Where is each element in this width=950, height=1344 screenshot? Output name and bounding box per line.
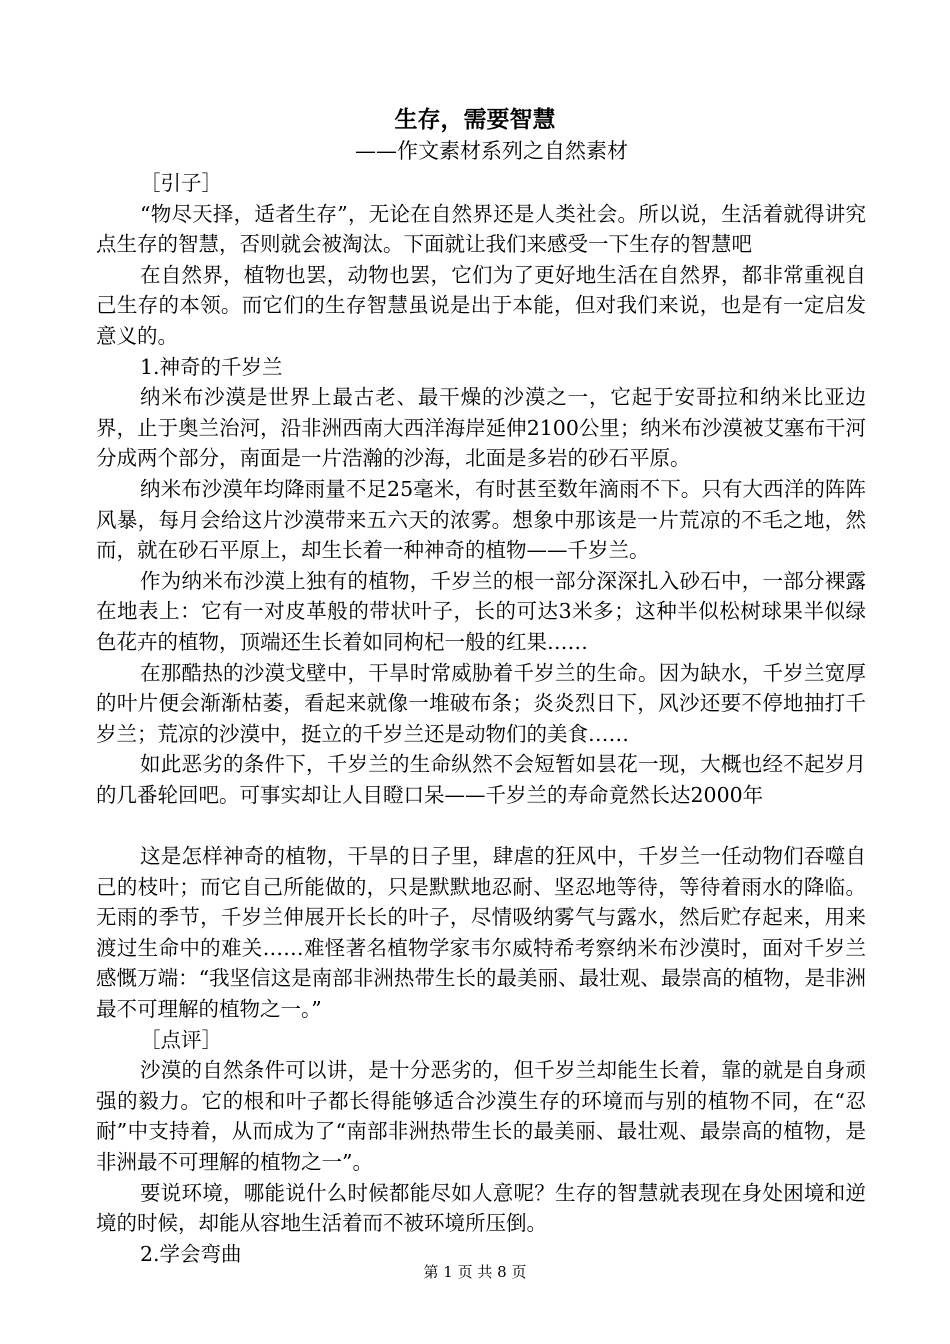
paragraph: 要说环境，哪能说什么时候都能尽如人意呢？生存的智慧就表现在身处困境和逆境的时候，却能从容地生活着而不被环境所压倒。 [96,1180,866,1236]
paragraph: 在自然界，植物也罢，动物也罢，它们为了更好地生活在自然界，都非常重视自己生存的本领。而它们的生存智慧虽说是出于本能，但对我们来说，也是有一定启发意义的。 [96,262,866,348]
document-title: 生存，需要智慧 [394,107,556,133]
paragraph: 如此恶劣的条件下，千岁兰的生命纵然不会短暂如昙花一现，大概也经不起岁月的几番轮回吧。可事实却让人目瞪口呆——千岁兰的寿命竟然长达2000年 [96,752,866,807]
paragraph: 沙漠的自然条件可以讲，是十分恶劣的，但千岁兰却能生长着，靠的就是自身顽强的毅力。它的根和叶子都长得能够适合沙漠生存的环境而与别的植物不同，在“忍耐”中支持着，从而成为了“南部非洲热带生长的最美丽、最壮观、最崇高的植物，是非洲最不可理解的植物之一”。 [96,1058,866,1174]
paragraph: 在那酷热的沙漠戈壁中，干旱时常威胁着千岁兰的生命。因为缺水，千岁兰宽厚的叶片便会渐渐枯萎，看起来就像一堆破布条；炎炎烈日下，风沙还要不停地抽打千岁兰；荒凉的沙漠中，挺立的千岁兰还是动物们的美食…… [96,660,866,746]
intro-label: ［引子］ [140,171,222,195]
paragraph: 作为纳米布沙漠上独有的植物，千岁兰的根一部分深深扎入砂石中，一部分裸露在地表上：它有一对皮革般的带状叶子，长的可达3米多；这种半似松树球果半似绿色花卉的植物，顶端还生长着如同枸杞一般的红果…… [96,568,866,654]
document-body [96,168,866,1269]
paragraph: 这是怎样神奇的植物，干旱的日子里，肆虐的狂风中，千岁兰一任动物们吞噬自己的枝叶；而它自己所能做的，只是默默地忍耐、坚忍地等待，等待着雨水的降临。无雨的季节，千岁兰伸展开长长的叶子，尽情吸纳雾气与露水，然后贮存起来，用来渡过生命中的难关……难怪著名植物学家韦尔威特希考察纳米布沙漠时，面对千岁兰感慨万端：“我坚信这是南部非洲热带生长的最美丽、最壮观、最崇高的植物，是非洲最不可理解的植物之一。” [96,844,866,1022]
document-subtitle: ——作文素材系列之自然素材 [355,139,628,163]
paragraph: 纳米布沙漠年均降雨量不足25毫米，有时甚至数年滴雨不下。只有大西洋的阵阵风暴，每月会给这片沙漠带来五六天的浓雾。想象中那该是一片荒凉的不毛之地，然而，就在砂石平原上，却生长着一种神奇的植物——千岁兰。 [96,476,866,563]
paragraph: “物尽天择，适者生存”，无论在自然界还是人类社会。所以说，生活着就得讲究点生存的智慧，否则就会被淘汰。下面就让我们来感受一下生存的智慧吧 [96,201,866,257]
comment-label: ［点评］ [140,1027,222,1052]
paragraph: 纳米布沙漠是世界上最古老、最干燥的沙漠之一，它起于安哥拉和纳米比亚边界，止于奥兰治河，沿非洲西南大西洋海岸延伸2100公里；纳米布沙漠被艾塞布干河分成两个部分，南面是一片浩瀚的沙海，北面是多岩的砂石平原。 [96,385,866,471]
section-heading: 2.学会弯曲 [140,1241,242,1266]
blank-line [96,810,866,841]
page-footer: 第 1 页 共 8 页 [423,1263,527,1281]
section-heading: 1.神奇的千岁兰 [140,354,283,379]
